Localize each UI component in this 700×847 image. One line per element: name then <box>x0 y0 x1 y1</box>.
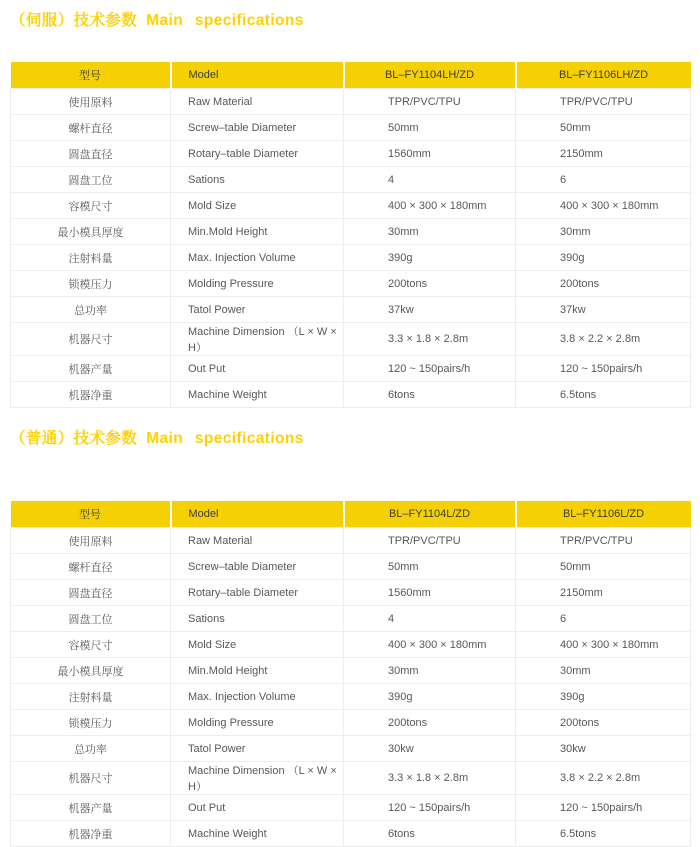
table-row <box>11 554 691 580</box>
spec-value-model-2: 50mm <box>516 115 691 141</box>
table-row <box>11 606 691 632</box>
spec-label-en: Machine Weight <box>171 382 344 408</box>
spec-value-model-1: 4 <box>344 606 516 632</box>
table-row <box>11 658 691 684</box>
spec-label-en: Mold Size <box>171 632 344 658</box>
spec-label-en: Min.Mold Height <box>171 219 344 245</box>
spec-label-cn: 总功率 <box>11 736 171 762</box>
spec-value-model-2: 400 × 300 × 180mm <box>516 193 691 219</box>
spec-value-model-2: 120 ~ 150pairs/h <box>516 356 691 382</box>
spec-value-model-2: 400 × 300 × 180mm <box>516 632 691 658</box>
spec-label-en: Sations <box>171 606 344 632</box>
spec-label-en: Min.Mold Height <box>171 658 344 684</box>
spec-value-model-2: 3.8 × 2.2 × 2.8m <box>516 762 691 795</box>
table-row <box>11 89 691 115</box>
standard-table-body <box>11 528 691 847</box>
spec-value-model-1: 3.3 × 1.8 × 2.8m <box>344 762 516 795</box>
table-row <box>11 167 691 193</box>
spec-label-en: Screw–table Diameter <box>171 554 344 580</box>
header-cell-type-cn: 型号 <box>11 62 171 89</box>
spec-value-model-2: 6 <box>516 606 691 632</box>
spec-value-model-1: 120 ~ 150pairs/h <box>344 356 516 382</box>
spec-value-model-1: 30mm <box>344 658 516 684</box>
spec-label-en: Sations <box>171 167 344 193</box>
spec-label-cn: 机器尺寸 <box>11 762 171 795</box>
table-row <box>11 323 691 356</box>
spec-value-model-1: 390g <box>344 684 516 710</box>
spec-label-cn: 机器尺寸 <box>11 323 171 356</box>
spec-label-en: Raw Material <box>171 528 344 554</box>
servo-table-body <box>11 89 691 408</box>
spec-value-model-2: 30kw <box>516 736 691 762</box>
table-row <box>11 795 691 821</box>
spec-value-model-2: 390g <box>516 684 691 710</box>
spec-value-model-1: 6tons <box>344 382 516 408</box>
spec-value-model-1: 1560mm <box>344 141 516 167</box>
spec-value-model-2: TPR/PVC/TPU <box>516 528 691 554</box>
spec-label-cn: 锁模压力 <box>11 271 171 297</box>
table-row <box>11 297 691 323</box>
spec-label-cn: 注射料量 <box>11 684 171 710</box>
spec-value-model-2: 2150mm <box>516 141 691 167</box>
table-row <box>11 580 691 606</box>
spec-value-model-1: 50mm <box>344 554 516 580</box>
table-row <box>11 245 691 271</box>
spec-label-cn: 圆盘工位 <box>11 606 171 632</box>
section-title-standard <box>10 426 304 448</box>
spec-label-cn: 机器产量 <box>11 795 171 821</box>
spec-label-en: Machine Weight <box>171 821 344 847</box>
spec-value-model-1: TPR/PVC/TPU <box>344 528 516 554</box>
table-row <box>11 632 691 658</box>
table-row <box>11 356 691 382</box>
header-cell-model-label: Model <box>171 62 344 89</box>
spec-value-model-2: 6.5tons <box>516 821 691 847</box>
spec-label-cn: 螺杆直径 <box>11 115 171 141</box>
table-row <box>11 219 691 245</box>
spec-value-model-1: 6tons <box>344 821 516 847</box>
header-cell-model-1: BL–FY1104L/ZD <box>344 501 516 528</box>
spec-label-cn: 总功率 <box>11 297 171 323</box>
spec-label-cn: 使用原料 <box>11 89 171 115</box>
spec-value-model-2: 6.5tons <box>516 382 691 408</box>
spec-label-cn: 螺杆直径 <box>11 554 171 580</box>
spec-value-model-2: 200tons <box>516 710 691 736</box>
spec-label-en: Max. Injection Volume <box>171 684 344 710</box>
spec-value-model-2: 120 ~ 150pairs/h <box>516 795 691 821</box>
spec-label-en: Raw Material <box>171 89 344 115</box>
spec-label-en: Out Put <box>171 795 344 821</box>
spec-label-cn: 容模尺寸 <box>11 193 171 219</box>
header-cell-model-label: Model <box>171 501 344 528</box>
table-row <box>11 736 691 762</box>
spec-label-cn: 圆盘直径 <box>11 141 171 167</box>
table-row <box>11 528 691 554</box>
table-row <box>11 762 691 795</box>
standard-table-header-row <box>11 501 691 528</box>
spec-value-model-1: 400 × 300 × 180mm <box>344 193 516 219</box>
table-row <box>11 821 691 847</box>
spec-label-en: Screw–table Diameter <box>171 115 344 141</box>
spec-label-en: Molding Pressure <box>171 271 344 297</box>
spec-label-en: Molding Pressure <box>171 710 344 736</box>
spec-label-cn: 锁模压力 <box>11 710 171 736</box>
spec-label-cn: 容模尺寸 <box>11 632 171 658</box>
spec-value-model-2: 390g <box>516 245 691 271</box>
spec-label-en: Rotary–table Diameter <box>171 141 344 167</box>
spec-label-cn: 最小模具厚度 <box>11 658 171 684</box>
section-title-servo-cn: （伺服）技术参数 <box>10 12 138 29</box>
spec-label-en: Mold Size <box>171 193 344 219</box>
spec-value-model-2: 2150mm <box>516 580 691 606</box>
spec-value-model-1: 50mm <box>344 115 516 141</box>
spec-label-cn: 使用原料 <box>11 528 171 554</box>
spec-label-en: Rotary–table Diameter <box>171 580 344 606</box>
spec-label-cn: 最小模具厚度 <box>11 219 171 245</box>
spec-value-model-2: 200tons <box>516 271 691 297</box>
table-row <box>11 684 691 710</box>
spec-value-model-1: 30mm <box>344 219 516 245</box>
spec-label-cn: 圆盘直径 <box>11 580 171 606</box>
table-row <box>11 382 691 408</box>
standard-spec-table <box>10 501 691 847</box>
spec-value-model-1: 37kw <box>344 297 516 323</box>
spec-label-cn: 圆盘工位 <box>11 167 171 193</box>
table-row <box>11 271 691 297</box>
spec-value-model-2: 50mm <box>516 554 691 580</box>
spec-label-en: Out Put <box>171 356 344 382</box>
section-title-standard-cn: （普通）技术参数 <box>10 430 138 447</box>
spec-value-model-1: 4 <box>344 167 516 193</box>
section-title-servo-en: Main specifications <box>146 12 304 29</box>
spec-label-en: Machine Dimension （L × W × H） <box>171 762 344 795</box>
spec-value-model-2: TPR/PVC/TPU <box>516 89 691 115</box>
spec-value-model-2: 3.8 × 2.2 × 2.8m <box>516 323 691 356</box>
spec-label-cn: 机器产量 <box>11 356 171 382</box>
table-row <box>11 710 691 736</box>
spec-value-model-2: 30mm <box>516 219 691 245</box>
spec-label-cn: 机器净重 <box>11 382 171 408</box>
header-cell-type-cn: 型号 <box>11 501 171 528</box>
spec-value-model-1: 120 ~ 150pairs/h <box>344 795 516 821</box>
servo-table-header-row <box>11 62 691 89</box>
spec-value-model-1: 400 × 300 × 180mm <box>344 632 516 658</box>
section-title-servo <box>10 8 304 30</box>
servo-spec-table <box>10 62 691 408</box>
spec-value-model-1: 390g <box>344 245 516 271</box>
table-row <box>11 141 691 167</box>
header-cell-model-1: BL–FY1104LH/ZD <box>344 62 516 89</box>
spec-label-en: Machine Dimension （L × W × H） <box>171 323 344 356</box>
spec-label-en: Tatol Power <box>171 297 344 323</box>
header-cell-model-2: BL–FY1106LH/ZD <box>516 62 691 89</box>
spec-value-model-1: 3.3 × 1.8 × 2.8m <box>344 323 516 356</box>
header-cell-model-2: BL–FY1106L/ZD <box>516 501 691 528</box>
table-row <box>11 193 691 219</box>
spec-value-model-2: 6 <box>516 167 691 193</box>
spec-label-cn: 机器净重 <box>11 821 171 847</box>
spec-label-cn: 注射料量 <box>11 245 171 271</box>
spec-value-model-2: 30mm <box>516 658 691 684</box>
table-row <box>11 115 691 141</box>
spec-label-en: Max. Injection Volume <box>171 245 344 271</box>
spec-value-model-2: 37kw <box>516 297 691 323</box>
spec-value-model-1: 200tons <box>344 271 516 297</box>
section-title-standard-en: Main specifications <box>146 430 304 447</box>
spec-value-model-1: 1560mm <box>344 580 516 606</box>
spec-label-en: Tatol Power <box>171 736 344 762</box>
spec-value-model-1: TPR/PVC/TPU <box>344 89 516 115</box>
spec-value-model-1: 30kw <box>344 736 516 762</box>
spec-value-model-1: 200tons <box>344 710 516 736</box>
